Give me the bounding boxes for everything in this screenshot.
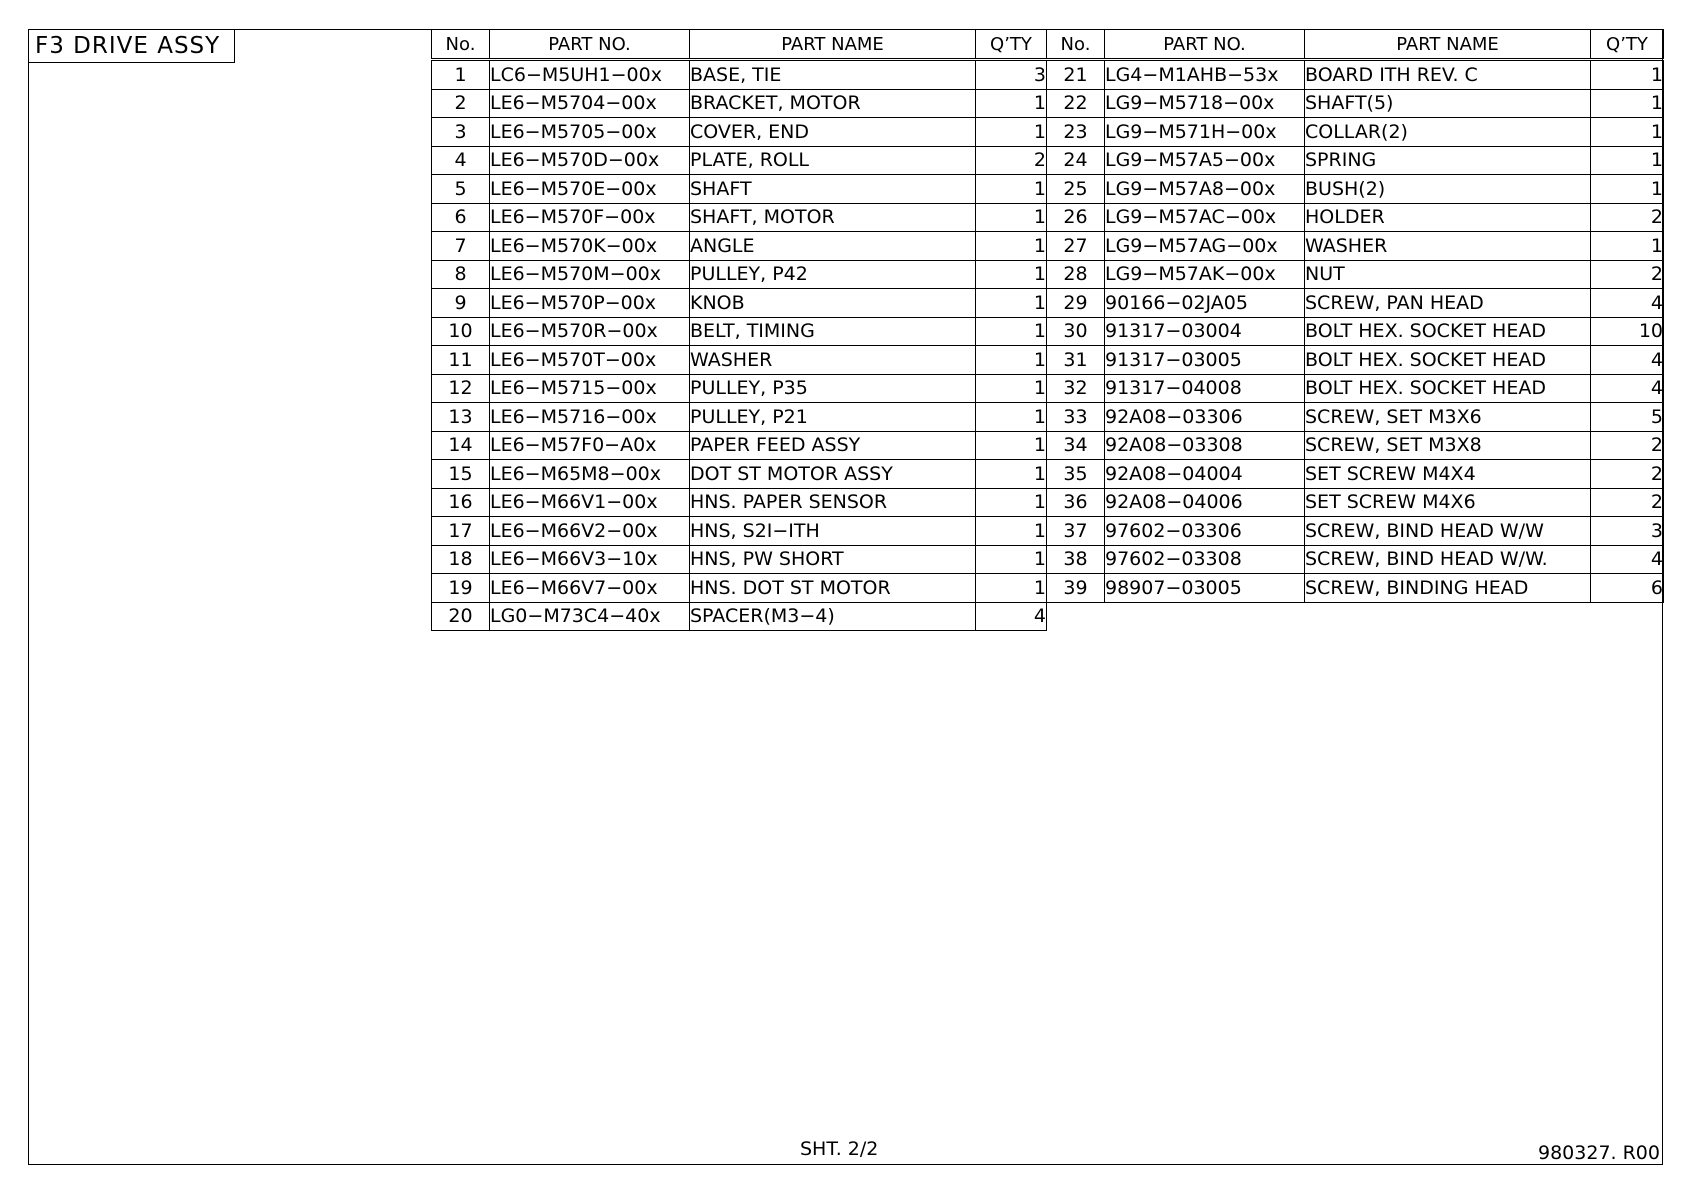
item-number: 20	[432, 602, 490, 631]
part-name: PULLEY, P21	[690, 403, 976, 432]
item-number: 22	[1047, 89, 1105, 118]
quantity: 1	[1591, 118, 1664, 147]
item-number: 14	[432, 431, 490, 460]
part-number: LE6−M570D−00x	[490, 146, 690, 175]
part-number: 92A08−04006	[1105, 488, 1305, 517]
quantity: 1	[976, 460, 1047, 489]
part-number: LE6−M570P−00x	[490, 289, 690, 318]
table-row	[432, 89, 1047, 118]
part-name: BRACKET, MOTOR	[690, 89, 976, 118]
quantity: 4	[1591, 545, 1664, 574]
part-number: LE6−M5705−00x	[490, 118, 690, 147]
part-name: NUT	[1305, 260, 1591, 289]
item-number: 1	[432, 60, 490, 90]
item-number: 12	[432, 374, 490, 403]
quantity: 5	[1591, 403, 1664, 432]
col-header-qty: Q’TY	[1591, 30, 1664, 60]
table-row	[432, 232, 1047, 261]
item-number: 5	[432, 175, 490, 204]
quantity: 1	[976, 89, 1047, 118]
sheet-number: SHT. 2/2	[800, 1138, 879, 1160]
item-number: 27	[1047, 232, 1105, 261]
part-name: PAPER FEED ASSY	[690, 431, 976, 460]
item-number: 30	[1047, 317, 1105, 346]
item-number: 39	[1047, 574, 1105, 603]
sheet-title: F3 DRIVE ASSY	[28, 29, 235, 63]
quantity: 4	[976, 602, 1047, 631]
quantity: 1	[1591, 175, 1664, 204]
part-number: 92A08−03306	[1105, 403, 1305, 432]
part-number: LE6−M57F0−A0x	[490, 431, 690, 460]
quantity: 1	[976, 574, 1047, 603]
part-name: WASHER	[690, 346, 976, 375]
part-name: HNS. DOT ST MOTOR	[690, 574, 976, 603]
part-name: SHAFT	[690, 175, 976, 204]
header-row	[432, 30, 1047, 60]
part-number: 90166−02JA05	[1105, 289, 1305, 318]
table-row	[1047, 232, 1664, 261]
table-row	[432, 545, 1047, 574]
part-number: LG9−M57AK−00x	[1105, 260, 1305, 289]
item-number: 2	[432, 89, 490, 118]
part-name: ANGLE	[690, 232, 976, 261]
table-row	[432, 118, 1047, 147]
table-row	[432, 346, 1047, 375]
item-number: 29	[1047, 289, 1105, 318]
table-row	[432, 403, 1047, 432]
table-row	[1047, 317, 1664, 346]
part-name: HNS, S2I−ITH	[690, 517, 976, 546]
part-name: HNS. PAPER SENSOR	[690, 488, 976, 517]
part-number: LG9−M571H−00x	[1105, 118, 1305, 147]
part-name: SPACER(M3−4)	[690, 602, 976, 631]
part-name: WASHER	[1305, 232, 1591, 261]
item-number: 28	[1047, 260, 1105, 289]
parts-table-left	[431, 29, 1047, 631]
table-row	[1047, 89, 1664, 118]
item-number: 33	[1047, 403, 1105, 432]
table-row	[432, 460, 1047, 489]
quantity: 4	[1591, 289, 1664, 318]
table-row	[1047, 460, 1664, 489]
col-header-part-name: PART NAME	[690, 30, 976, 60]
table-row	[432, 431, 1047, 460]
part-number: LE6−M570K−00x	[490, 232, 690, 261]
quantity: 1	[1591, 232, 1664, 261]
part-number: LE6−M5716−00x	[490, 403, 690, 432]
part-number: LE6−M570E−00x	[490, 175, 690, 204]
part-name: SPRING	[1305, 146, 1591, 175]
quantity: 3	[976, 60, 1047, 90]
header-row	[1047, 30, 1664, 60]
part-name: SHAFT(5)	[1305, 89, 1591, 118]
quantity: 1	[976, 431, 1047, 460]
quantity: 1	[976, 403, 1047, 432]
part-name: SET SCREW M4X6	[1305, 488, 1591, 517]
part-name: SCREW, BIND HEAD W/W	[1305, 517, 1591, 546]
part-name: PULLEY, P35	[690, 374, 976, 403]
quantity: 1	[976, 175, 1047, 204]
part-name: KNOB	[690, 289, 976, 318]
item-number: 35	[1047, 460, 1105, 489]
quantity: 1	[976, 118, 1047, 147]
col-header-no: No.	[432, 30, 490, 60]
item-number: 4	[432, 146, 490, 175]
part-number: LE6−M570F−00x	[490, 203, 690, 232]
quantity: 1	[976, 374, 1047, 403]
quantity: 1	[976, 346, 1047, 375]
part-number: LE6−M65M8−00x	[490, 460, 690, 489]
item-number: 25	[1047, 175, 1105, 204]
part-name: BOLT HEX. SOCKET HEAD	[1305, 374, 1591, 403]
item-number: 16	[432, 488, 490, 517]
quantity: 1	[976, 289, 1047, 318]
part-name: SET SCREW M4X4	[1305, 460, 1591, 489]
quantity: 2	[1591, 460, 1664, 489]
item-number: 31	[1047, 346, 1105, 375]
col-header-qty: Q’TY	[976, 30, 1047, 60]
part-number: 91317−04008	[1105, 374, 1305, 403]
quantity: 2	[1591, 260, 1664, 289]
table-row	[432, 602, 1047, 631]
quantity: 1	[1591, 146, 1664, 175]
table-row	[1047, 260, 1664, 289]
table-row	[432, 260, 1047, 289]
quantity: 1	[976, 260, 1047, 289]
part-number: LG9−M5718−00x	[1105, 89, 1305, 118]
item-number: 38	[1047, 545, 1105, 574]
quantity: 1	[1591, 60, 1664, 90]
part-name: SCREW, SET M3X6	[1305, 403, 1591, 432]
part-name: BOLT HEX. SOCKET HEAD	[1305, 346, 1591, 375]
part-name: COLLAR(2)	[1305, 118, 1591, 147]
part-name: COVER, END	[690, 118, 976, 147]
item-number: 34	[1047, 431, 1105, 460]
table-row	[432, 374, 1047, 403]
table-row	[432, 488, 1047, 517]
part-number: LG9−M57A8−00x	[1105, 175, 1305, 204]
quantity: 6	[1591, 574, 1664, 603]
part-number: 91317−03005	[1105, 346, 1305, 375]
quantity: 2	[1591, 203, 1664, 232]
table-row	[432, 203, 1047, 232]
part-name: BUSH(2)	[1305, 175, 1591, 204]
quantity: 1	[976, 545, 1047, 574]
quantity: 1	[976, 232, 1047, 261]
table-row	[1047, 488, 1664, 517]
item-number: 32	[1047, 374, 1105, 403]
part-number: LE6−M66V2−00x	[490, 517, 690, 546]
part-name: BASE, TIE	[690, 60, 976, 90]
table-row	[1047, 146, 1664, 175]
quantity: 2	[976, 146, 1047, 175]
table-row	[432, 146, 1047, 175]
part-number: LE6−M66V7−00x	[490, 574, 690, 603]
table-row	[1047, 403, 1664, 432]
item-number: 26	[1047, 203, 1105, 232]
col-header-part-no: PART NO.	[1105, 30, 1305, 60]
col-header-part-name: PART NAME	[1305, 30, 1591, 60]
item-number: 17	[432, 517, 490, 546]
table-row	[1047, 289, 1664, 318]
part-number: LG0−M73C4−40x	[490, 602, 690, 631]
quantity: 2	[1591, 488, 1664, 517]
part-name: BOLT HEX. SOCKET HEAD	[1305, 317, 1591, 346]
part-name: SHAFT, MOTOR	[690, 203, 976, 232]
item-number: 9	[432, 289, 490, 318]
quantity: 1	[976, 488, 1047, 517]
item-number: 13	[432, 403, 490, 432]
quantity: 1	[976, 203, 1047, 232]
part-number: 92A08−04004	[1105, 460, 1305, 489]
item-number: 24	[1047, 146, 1105, 175]
table-row	[1047, 118, 1664, 147]
part-number: LG9−M57A5−00x	[1105, 146, 1305, 175]
table-row	[432, 317, 1047, 346]
quantity: 4	[1591, 346, 1664, 375]
item-number: 23	[1047, 118, 1105, 147]
part-number: LE6−M570M−00x	[490, 260, 690, 289]
part-name: HOLDER	[1305, 203, 1591, 232]
parts-table-right	[1046, 29, 1664, 603]
part-name: SCREW, BINDING HEAD	[1305, 574, 1591, 603]
table-row	[432, 289, 1047, 318]
table-row	[432, 60, 1047, 90]
quantity: 3	[1591, 517, 1664, 546]
part-name: BOARD ITH REV. C	[1305, 60, 1591, 90]
part-number: LG9−M57AG−00x	[1105, 232, 1305, 261]
part-name: HNS, PW SHORT	[690, 545, 976, 574]
item-number: 21	[1047, 60, 1105, 90]
item-number: 36	[1047, 488, 1105, 517]
item-number: 10	[432, 317, 490, 346]
item-number: 7	[432, 232, 490, 261]
table-row	[1047, 374, 1664, 403]
item-number: 11	[432, 346, 490, 375]
item-number: 15	[432, 460, 490, 489]
part-number: LE6−M5715−00x	[490, 374, 690, 403]
quantity: 2	[1591, 431, 1664, 460]
part-name: SCREW, PAN HEAD	[1305, 289, 1591, 318]
part-name: BELT, TIMING	[690, 317, 976, 346]
col-header-no: No.	[1047, 30, 1105, 60]
table-row	[1047, 175, 1664, 204]
table-row	[432, 175, 1047, 204]
part-number: LE6−M570R−00x	[490, 317, 690, 346]
col-header-part-no: PART NO.	[490, 30, 690, 60]
quantity: 1	[976, 517, 1047, 546]
part-name: PLATE, ROLL	[690, 146, 976, 175]
table-row	[1047, 517, 1664, 546]
item-number: 6	[432, 203, 490, 232]
table-row	[432, 574, 1047, 603]
part-number: LG9−M57AC−00x	[1105, 203, 1305, 232]
quantity: 4	[1591, 374, 1664, 403]
part-number: LE6−M66V3−10x	[490, 545, 690, 574]
part-number: LC6−M5UH1−00x	[490, 60, 690, 90]
part-number: 97602−03308	[1105, 545, 1305, 574]
part-name: DOT ST MOTOR ASSY	[690, 460, 976, 489]
part-name: SCREW, BIND HEAD W/W.	[1305, 545, 1591, 574]
part-number: LE6−M570T−00x	[490, 346, 690, 375]
part-number: 91317−03004	[1105, 317, 1305, 346]
table-row	[1047, 60, 1664, 90]
item-number: 18	[432, 545, 490, 574]
part-name: SCREW, SET M3X8	[1305, 431, 1591, 460]
item-number: 19	[432, 574, 490, 603]
part-number: LG4−M1AHB−53x	[1105, 60, 1305, 90]
quantity: 1	[976, 317, 1047, 346]
item-number: 8	[432, 260, 490, 289]
item-number: 37	[1047, 517, 1105, 546]
quantity: 1	[1591, 89, 1664, 118]
table-row	[432, 517, 1047, 546]
table-row	[1047, 346, 1664, 375]
table-row	[1047, 574, 1664, 603]
part-name: PULLEY, P42	[690, 260, 976, 289]
table-row	[1047, 431, 1664, 460]
part-number: LE6−M5704−00x	[490, 89, 690, 118]
part-number: 97602−03306	[1105, 517, 1305, 546]
document-code: 980327. R00	[1538, 1142, 1660, 1164]
item-number: 3	[432, 118, 490, 147]
table-row	[1047, 545, 1664, 574]
part-number: LE6−M66V1−00x	[490, 488, 690, 517]
table-row	[1047, 203, 1664, 232]
quantity: 10	[1591, 317, 1664, 346]
part-number: 98907−03005	[1105, 574, 1305, 603]
part-number: 92A08−03308	[1105, 431, 1305, 460]
